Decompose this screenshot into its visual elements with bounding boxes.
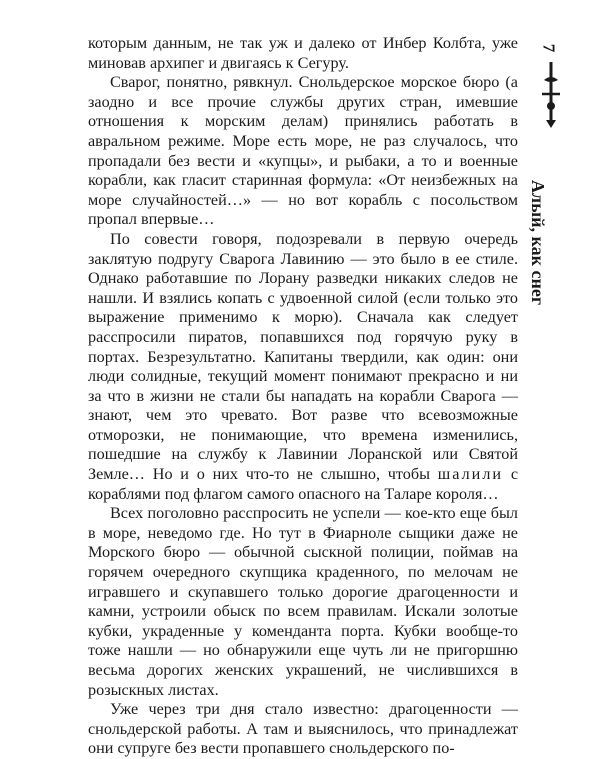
spaced-word: шалили [437, 465, 504, 484]
paragraph-2: Сварог, понятно, рявкнул. Снольдерское морское бюро (а заодно и все прочие службы других стран, имевшие отношения к морским делам) принялись работать в авральном режиме. Море есть море, не раз случалось, что пропадали без вести и «купцы», и рыбаки, а то и военные корабли, как гласит старинная формула: «От неизбежных на море случайностей…» — но вот корабль с посольством пропал впервые… [88, 73, 518, 229]
body-text [88, 34, 518, 759]
paragraph-3-tail: с кораблями под флагом самого опасного на Таларе короля… [88, 465, 519, 503]
running-title: Алый, как снег [528, 180, 548, 306]
paragraph-3-text: По совести говоря, подозревали в первую очередь заклятую подругу Сварога Лавинию — это было в ее стиле. Однако работавшие по Лорану разведки никаких следов не нашли. И взялись копать с удвоенной силой (если только это выражение применимо к морю). Сначала как следует расспросили пиратов, попавшихся под горячую руку в портах. Безрезультатно. Капитаны твердили, как один: они люди солидные, текущий момент понимают прекрасно и ни за что в жизни не стали бы нападать на корабли Сварога — знают, чем это чревато. Вот разве что всевозможные отморозки, не понимающие, что времена изменились, пошедшие на службу к Лавинии Лоранской или Святой Земле… Но и о них что-то не слышно, чтобы [88, 229, 518, 484]
paragraph-3 [88, 230, 518, 504]
sword-ornament-icon [536, 60, 566, 130]
paragraph-5: Уже через три дня стало известно: драгоценности — снольдерской работы. А там и выяснилось, что принадлежат они супруге без вести пропавшего снольдерского по- [88, 700, 518, 758]
paragraph-1: которым данным, не так уж и далеко от Инбер Колбта, уже миновав архипег и двигаясь к Сегуру. [88, 34, 518, 72]
paragraph-4: Всех поголовно расспросить не успели — кое-кто еще был в море, неведомо где. Но тут в Фиарноле сыщики даже не Морского бюро — обычной сыскной полиции, поймав на горячем очередного скупщика краденного, по мелочам не игравшего и скупавшего только дорогие драгоценности и камни, устроили обыск по всем правилам. Искали золотые кубки, украденные у коменданта порта. Кубки вообще-то тоже нашли — но обнаружили еще чуть ли не пригоршню весьма дорогих женских украшений, не числившихся в розыскных листах. [88, 504, 518, 699]
page-number: 7 [539, 43, 559, 53]
